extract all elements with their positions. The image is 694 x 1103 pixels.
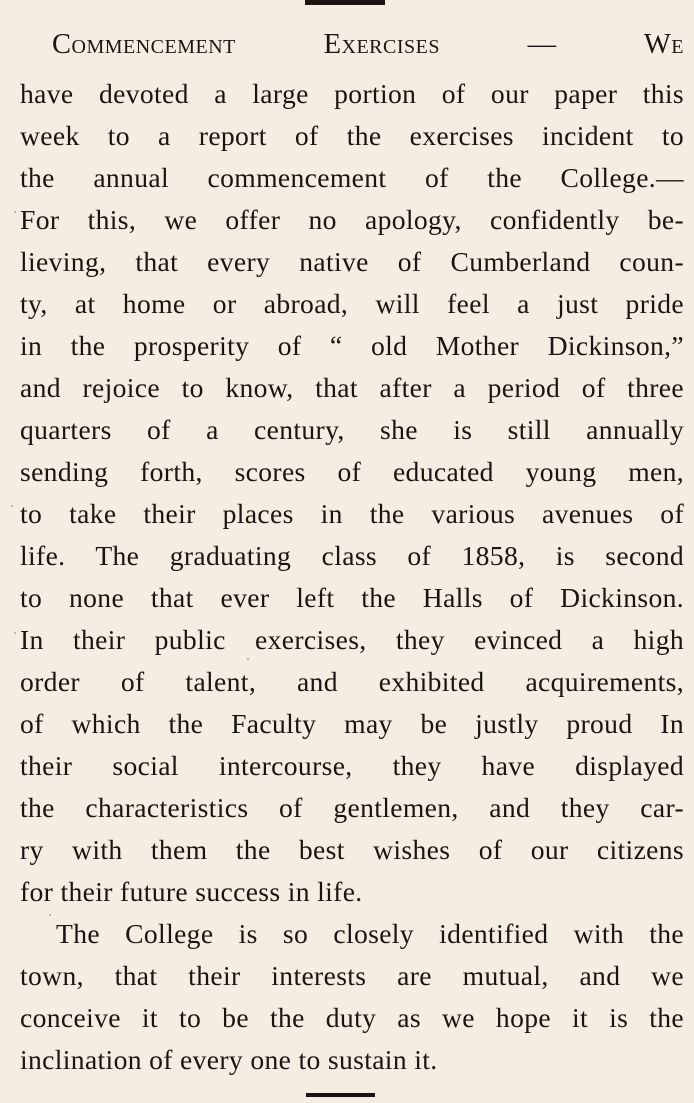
article-line: ty, at home or abroad, will feel a just pride bbox=[20, 288, 684, 319]
article-line: have devoted a large portion of our paper this bbox=[20, 78, 684, 109]
article-line: town, that their interests are mutual, and we bbox=[20, 960, 684, 991]
article-line: lieving, that every native of Cumberland coun- bbox=[20, 246, 684, 277]
article-line: ry with them the best wishes of our citizens bbox=[20, 834, 684, 865]
article-line: For this, we offer no apology, confidently be- bbox=[20, 204, 684, 235]
article-line: the annual commencement of the College.— bbox=[20, 162, 684, 193]
article-line: and rejoice to know, that after a period of three bbox=[20, 372, 684, 403]
article-line: for their future success in life. bbox=[20, 876, 363, 907]
article-line: to none that ever left the Halls of Dickinson. bbox=[20, 582, 684, 613]
print-speck bbox=[14, 632, 16, 634]
article-line: the characteristics of gentlemen, and they car- bbox=[20, 792, 684, 823]
article-line: of which the Faculty may be justly proud In bbox=[20, 708, 684, 739]
print-speck bbox=[402, 1024, 404, 1026]
article-line: quarters of a century, she is still annually bbox=[20, 414, 684, 445]
article-line: sending forth, scores of educated young men, bbox=[20, 456, 684, 487]
article-line: in the prosperity of “ old Mother Dickinson,” bbox=[20, 330, 684, 361]
article-line: their social intercourse, they have displayed bbox=[20, 750, 684, 781]
print-speck bbox=[49, 914, 51, 916]
article-line: conceive it to be the duty as we hope it is the bbox=[20, 1002, 684, 1033]
print-speck bbox=[11, 505, 13, 507]
article-line: life. The graduating class of 1858, is second bbox=[20, 540, 684, 571]
print-speck bbox=[247, 658, 249, 660]
article-line: inclination of every one to sustain it. bbox=[20, 1044, 438, 1075]
top-rule bbox=[305, 0, 385, 5]
bottom-rule bbox=[306, 1093, 375, 1097]
article-line: order of talent, and exhibited acquirements, bbox=[20, 666, 684, 697]
article-title-line: Commencement Exercises — We bbox=[52, 29, 684, 60]
print-speck bbox=[14, 211, 16, 213]
article-line: The College is so closely identified with the bbox=[56, 918, 684, 949]
article-line: In their public exercises, they evinced a high bbox=[20, 624, 684, 655]
article-line: to take their places in the various avenues of bbox=[20, 498, 684, 529]
article-line: week to a report of the exercises incident to bbox=[20, 120, 684, 151]
